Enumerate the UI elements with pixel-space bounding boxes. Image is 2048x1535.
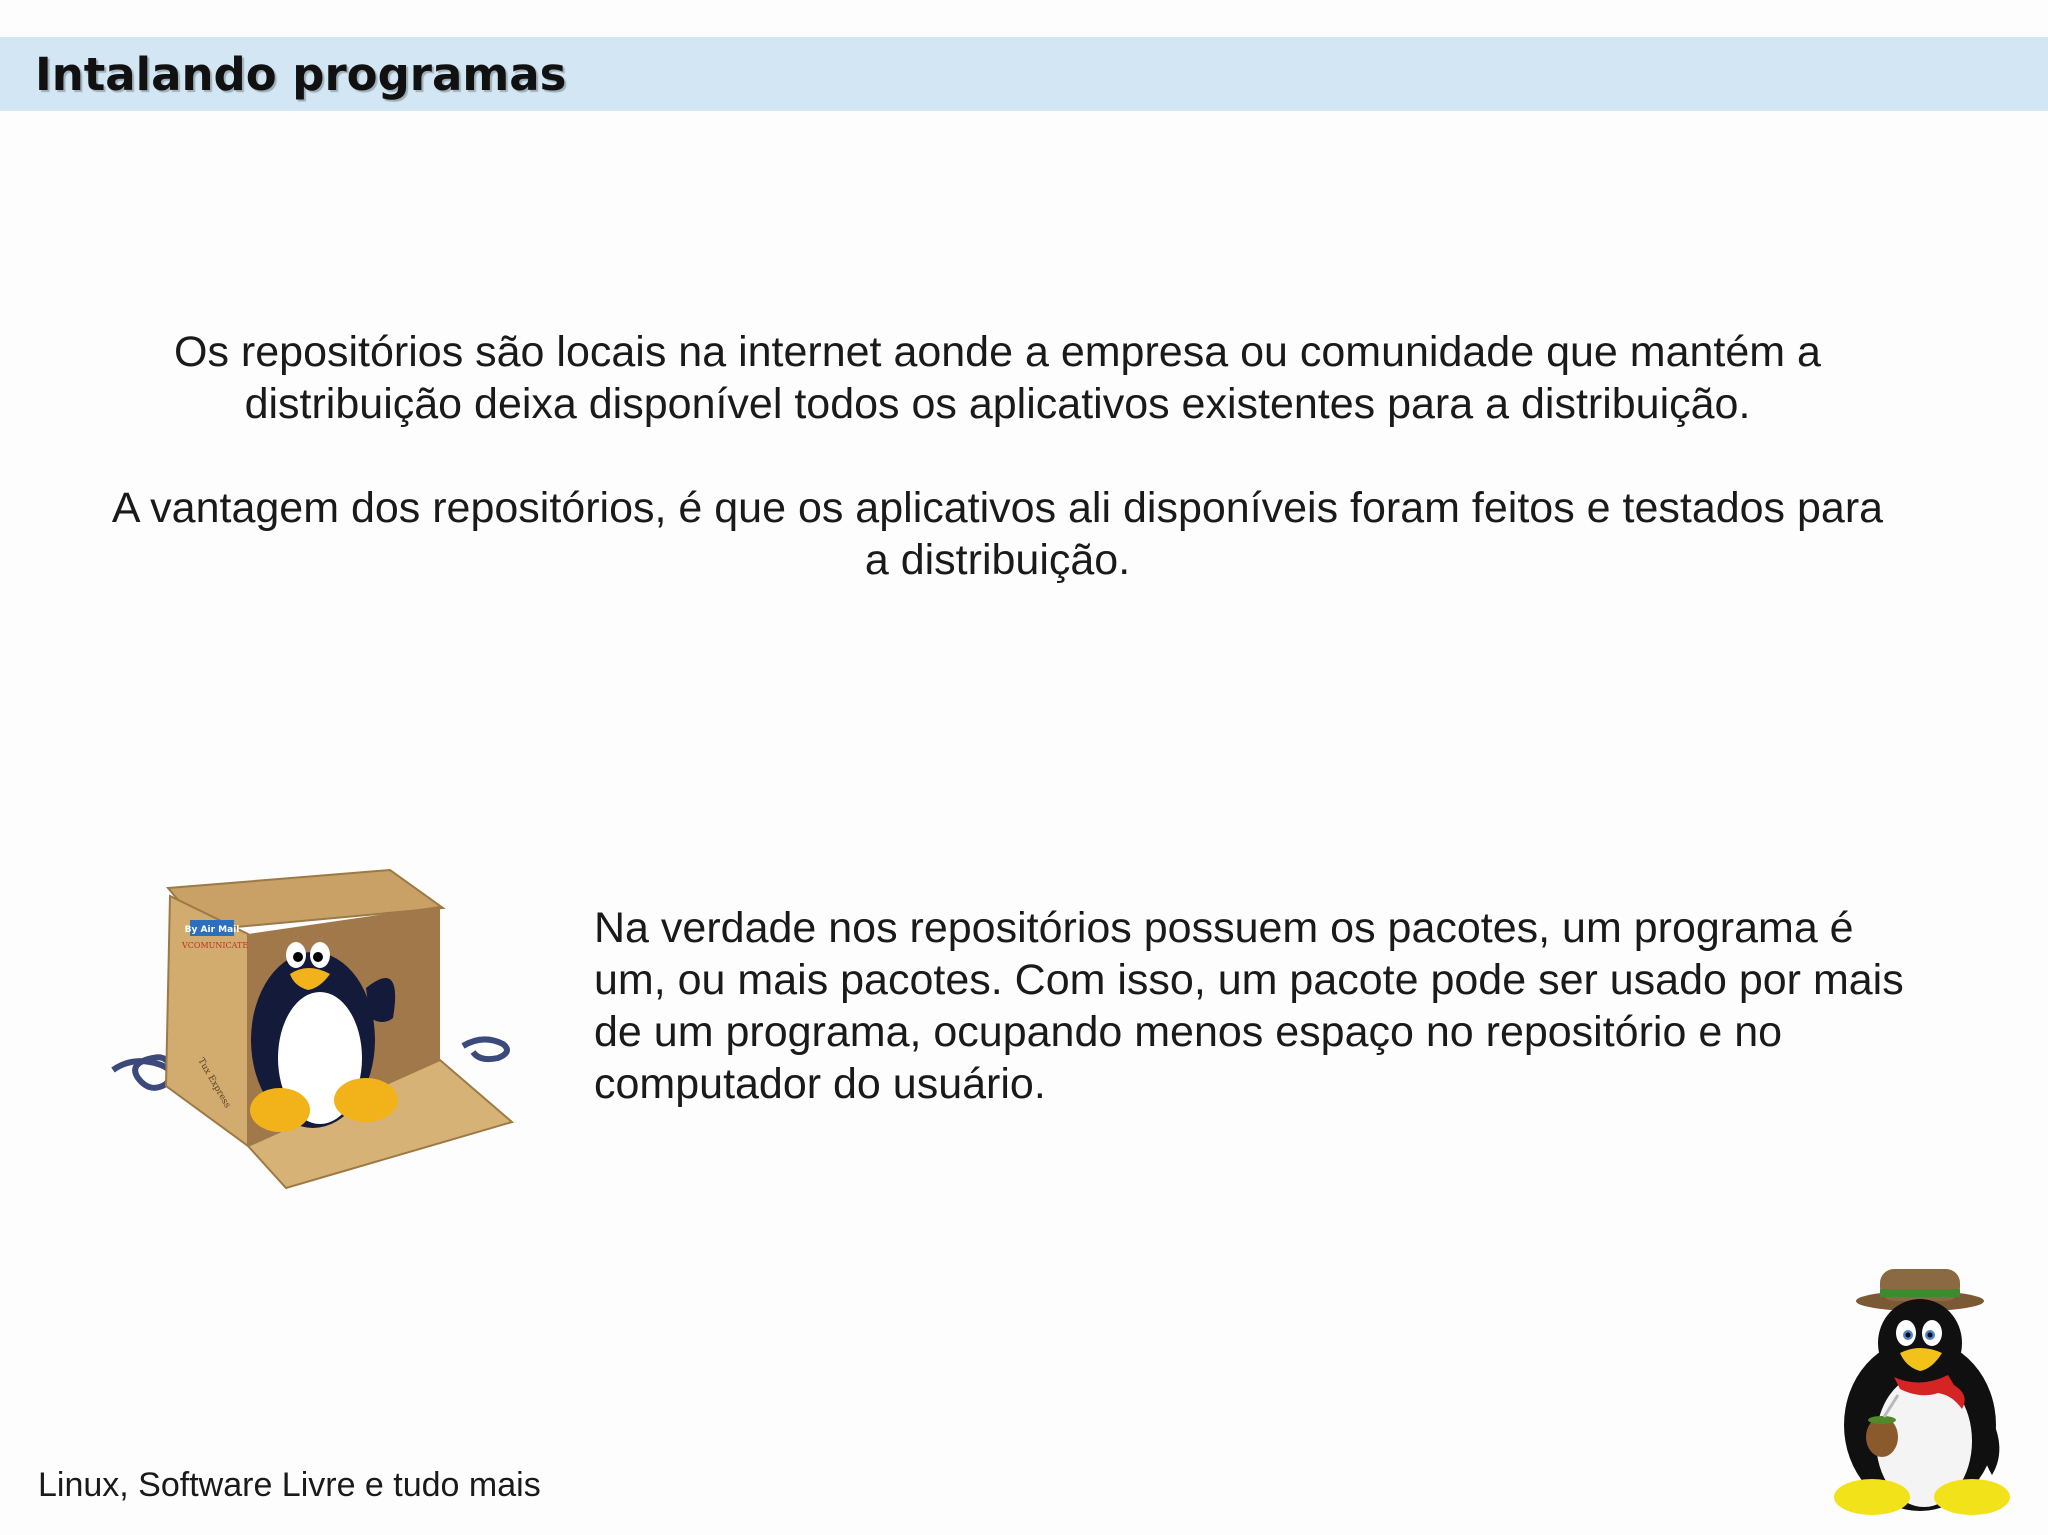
paragraph-repositories-advantage: A vantagem dos repositórios, é que os aplicativos ali disponíveis foram feitos e testados para a distribuição. bbox=[111, 484, 1884, 584]
box-side-text: Tux Express bbox=[195, 1056, 233, 1111]
footer-text: Linux, Software Livre e tudo mais bbox=[38, 1466, 541, 1504]
svg-text:VCOMUNICATE: VCOMUNICATE bbox=[182, 941, 249, 950]
paragraph-repositories-definition: Os repositórios são locais na internet aonde a empresa ou comunidade que mantém a distribuição deixa disponível todos os aplicativos existentes para a distribuição. bbox=[174, 328, 1821, 428]
title-bar bbox=[0, 37, 2048, 111]
paragraph-packages: Na verdade nos repositórios possuem os pacotes, um programa é um, ou mais pacotes. Com isso, um pacote pode ser usado por mais de um programa, ocupando menos espaço no repositório e no computador do usuário. bbox=[594, 904, 1904, 1108]
box-label-text: By Air Mail bbox=[184, 925, 240, 935]
slide-title: Intalando programas bbox=[35, 47, 567, 101]
tux-in-box-illustration bbox=[108, 848, 518, 1190]
gaucho-tux-illustration bbox=[1820, 1265, 2020, 1517]
